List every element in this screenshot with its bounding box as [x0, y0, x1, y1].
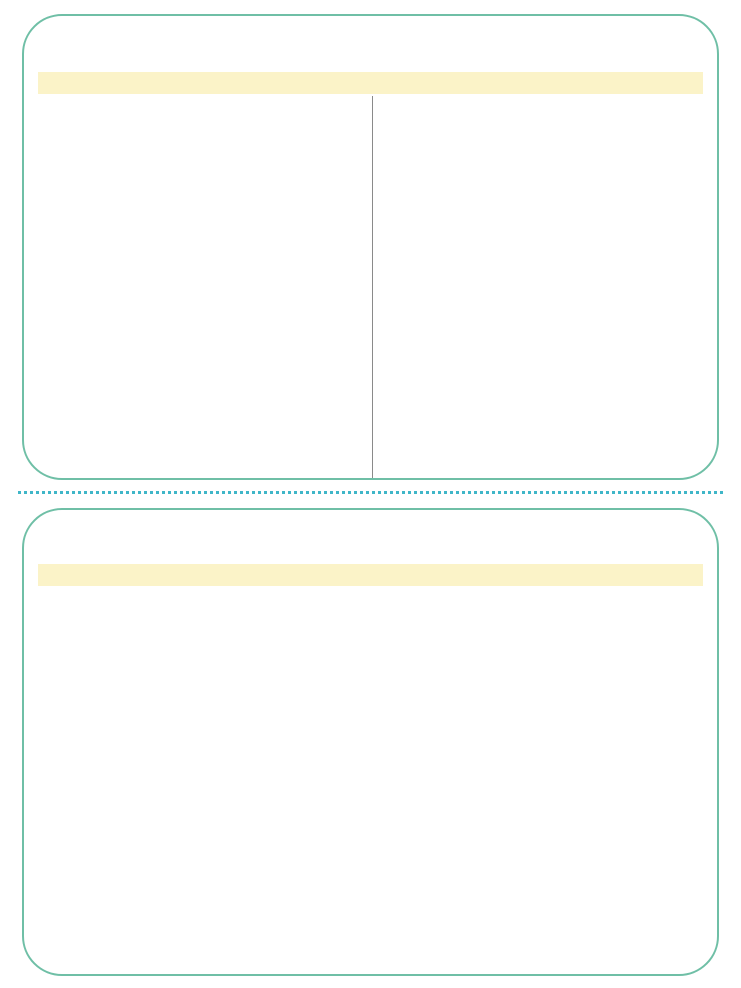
- unit-band: [38, 564, 703, 586]
- unit-band: [38, 72, 703, 94]
- dotted-separator: [18, 491, 723, 494]
- morning-reading-card: [22, 14, 719, 480]
- evening-dictation-card: [22, 508, 719, 976]
- column-divider: [372, 96, 373, 478]
